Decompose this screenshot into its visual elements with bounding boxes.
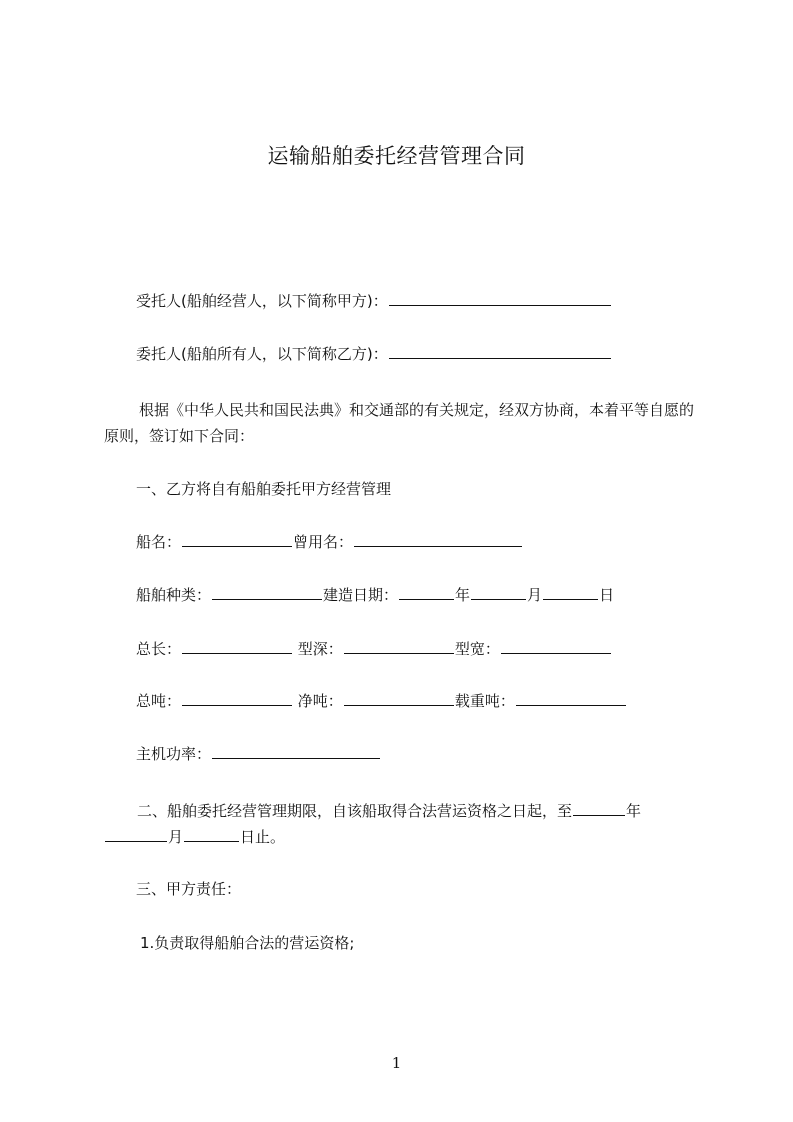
build-month-unit: 月 — [527, 586, 543, 604]
term-day-blank[interactable] — [184, 826, 239, 842]
net-tonnage-label: 净吨： — [297, 692, 343, 710]
ship-name-line — [136, 531, 523, 553]
depth-label: 型深： — [297, 640, 343, 658]
section1-heading: 一、乙方将自有船舶委托甲方经营管理 — [136, 480, 392, 498]
term-year-unit: 年 — [626, 802, 642, 820]
length-label: 总长： — [136, 640, 182, 658]
trustee-line — [136, 290, 612, 312]
breadth-label: 型宽： — [454, 640, 500, 658]
build-day-unit: 日 — [599, 586, 615, 604]
tonnage-line — [136, 690, 627, 712]
trustor-blank[interactable] — [389, 343, 611, 359]
page-number: 1 — [391, 1054, 402, 1072]
build-month-blank[interactable] — [471, 584, 526, 600]
term-end-text: 日止。 — [240, 828, 286, 846]
section3-item1: 1.负责取得船舶合法的营运资格; — [140, 934, 355, 952]
preamble-paragraph: 根据《中华人民共和国民法典》和交通部的有关规定，经双方协商，本着平等自愿的原则，签订如下合同： — [104, 401, 695, 445]
gross-tonnage-label: 总吨： — [136, 692, 182, 710]
trustor-line — [136, 343, 612, 365]
ship-name-blank[interactable] — [182, 531, 292, 547]
former-name-label: 曾用名： — [293, 533, 354, 551]
contract-title: 运输船舶委托经营管理合同 — [267, 144, 526, 168]
build-year-blank[interactable] — [399, 584, 454, 600]
trustee-blank[interactable] — [389, 290, 611, 306]
engine-power-label: 主机功率： — [136, 745, 212, 763]
engine-power-blank[interactable] — [212, 743, 380, 759]
ship-type-blank[interactable] — [212, 584, 322, 600]
deadweight-blank[interactable] — [516, 690, 626, 706]
term-month-unit: 月 — [168, 828, 184, 846]
net-tonnage-blank[interactable] — [344, 690, 454, 706]
build-year-unit: 年 — [455, 586, 471, 604]
engine-power-line — [136, 743, 381, 765]
section2-text: 二、船舶委托经营管理期限，自该船取得合法营运资格之日起，至 — [137, 802, 573, 820]
term-year-blank[interactable] — [573, 800, 625, 816]
gross-tonnage-blank[interactable] — [182, 690, 292, 706]
trustee-label: 受托人(船舶经营人，以下简称甲方)： — [136, 292, 388, 310]
depth-blank[interactable] — [344, 638, 454, 654]
breadth-blank[interactable] — [501, 638, 611, 654]
section2-paragraph — [104, 798, 704, 850]
build-date-label: 建造日期： — [323, 586, 399, 604]
length-blank[interactable] — [182, 638, 292, 654]
ship-type-label: 船舶种类： — [136, 586, 212, 604]
section3-heading: 三、甲方责任： — [136, 880, 242, 898]
deadweight-label: 载重吨： — [454, 692, 515, 710]
dimensions-line — [136, 638, 612, 660]
ship-name-label: 船名： — [136, 533, 182, 551]
former-name-blank[interactable] — [354, 531, 522, 547]
ship-type-line — [136, 584, 614, 606]
trustor-label: 委托人(船舶所有人，以下简称乙方)： — [136, 345, 388, 363]
build-day-blank[interactable] — [543, 584, 598, 600]
term-month-blank[interactable] — [105, 826, 167, 842]
